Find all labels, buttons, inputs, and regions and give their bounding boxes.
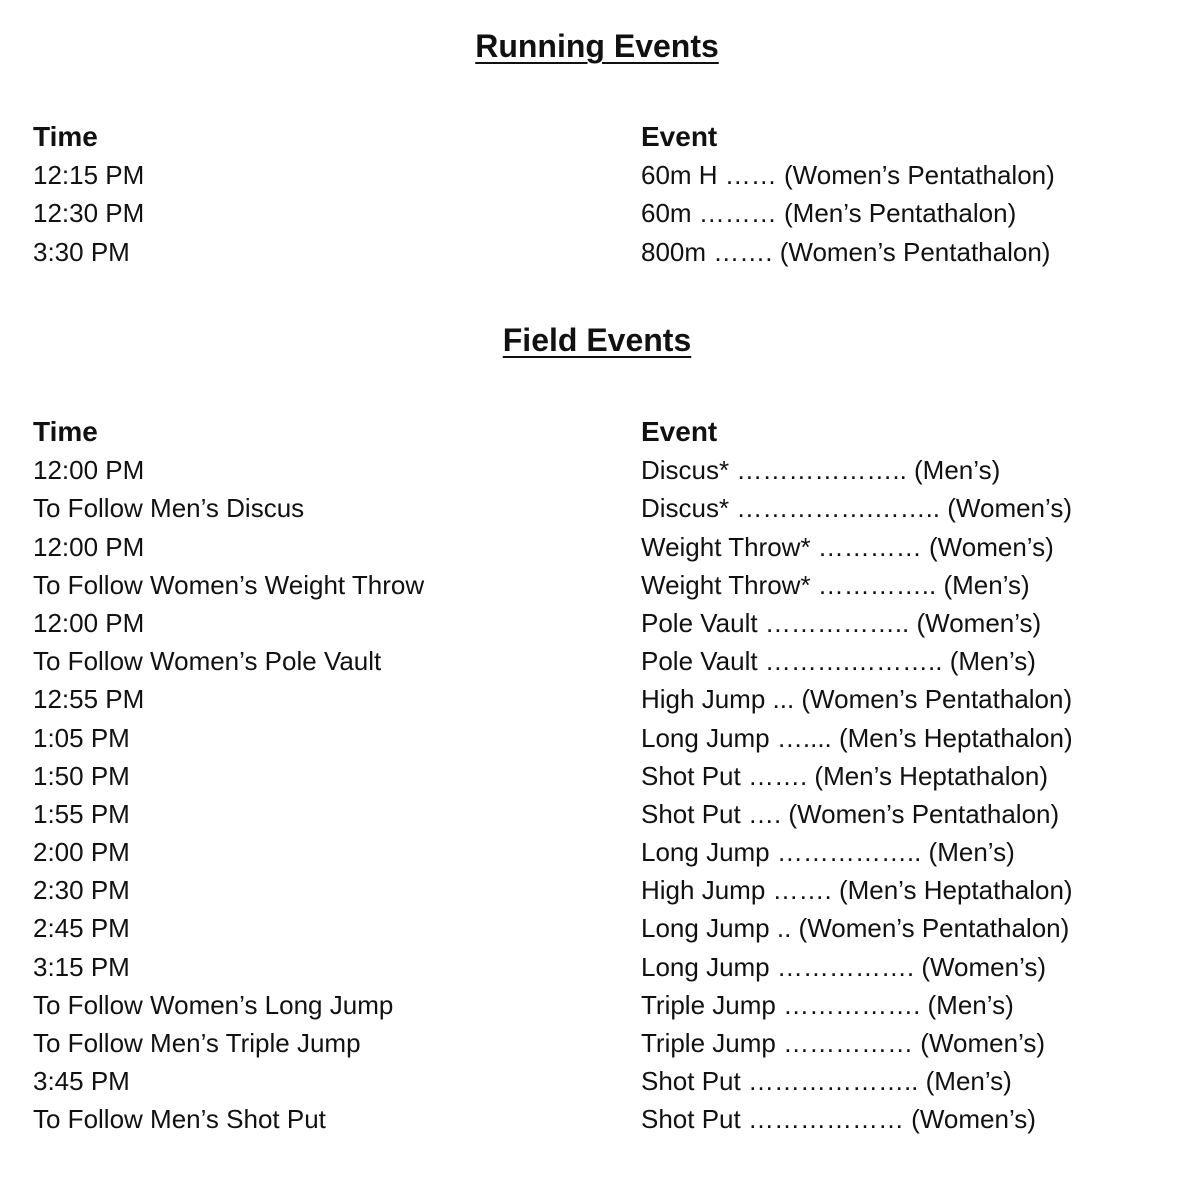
field-row [0,871,1194,909]
field-time: 2:45 PM [33,913,130,944]
field-event: Long Jump ……………. (Women’s) [641,951,1047,982]
field-time: 3:15 PM [33,951,130,982]
running-event-header: Event [641,121,718,152]
field-event: Triple Jump …………… (Women’s) [641,1028,1046,1058]
field-event: Shot Put ……………….. (Men’s) [641,1066,1012,1097]
field-time: 1:05 PM [33,722,130,753]
field-event: Long Jump .. (Women’s Pentathalon) [641,913,1070,944]
field-event-header: Event [641,416,718,447]
field-event: Pole Vault …………….. (Women’s) [641,607,1042,638]
field-time: 12:00 PM [33,531,145,562]
field-row [0,528,1194,566]
field-event: Discus* ……………….. (Men’s) [641,455,1001,486]
field-row [0,1062,1194,1100]
field-row [0,986,1194,1024]
field-time: 2:00 PM [33,837,130,868]
field-event: Pole Vault ……….……….. (Men’s) [641,646,1036,677]
field-event: Long Jump ….... (Men’s Heptathalon) [641,722,1073,753]
field-event: High Jump ... (Women’s Pentathalon) [641,684,1073,715]
field-row [0,909,1194,947]
running-events-table [0,118,1194,271]
field-row [0,566,1194,604]
field-row [0,604,1194,642]
field-time: 1:55 PM [33,798,130,829]
field-event: Long Jump …………….. (Men’s) [641,837,1015,868]
running-row [0,156,1194,194]
field-row [0,833,1194,871]
field-event: Triple Jump ……………. (Men’s) [641,989,1014,1020]
field-time-header: Time [33,416,98,447]
field-time: To Follow Women’s Weight Throw [33,569,425,600]
running-time: 3:30 PM [33,236,130,267]
field-row [0,795,1194,833]
running-event: 60m ……… (Men’s Pentathalon) [641,198,1017,229]
field-event: Shot Put ……………… (Women’s) [641,1104,1036,1135]
field-row [0,719,1194,757]
field-row [0,489,1194,527]
running-event: 60m H …… (Women’s Pentathalon) [641,160,1055,191]
field-row [0,757,1194,795]
field-time: 12:55 PM [33,684,145,715]
field-event: Weight Throw* ………….. (Men’s) [641,569,1030,600]
field-header-row [0,413,1194,451]
field-row [0,451,1194,489]
field-time: 12:00 PM [33,607,145,638]
field-time: To Follow Women’s Pole Vault [33,646,382,677]
field-event: Shot Put …. (Women’s Pentathalon) [641,798,1060,829]
field-time: To Follow Men’s Discus [33,493,305,524]
running-event: 800m ……. (Women’s Pentathalon) [641,236,1051,267]
running-row [0,194,1194,232]
running-header-row [0,118,1194,156]
field-event: Weight Throw* ………… (Women’s) [641,531,1054,562]
field-time: To Follow Men’s Shot Put [33,1104,326,1135]
running-time-header: Time [33,121,98,152]
field-event: Shot Put ……. (Men’s Heptathalon) [641,760,1049,791]
field-time: 3:45 PM [33,1066,130,1097]
field-row [0,680,1194,718]
field-row [0,1024,1194,1062]
field-event: High Jump ……. (Men’s Heptathalon) [641,875,1073,906]
field-time: 2:30 PM [33,875,130,906]
field-time: 1:50 PM [33,760,130,791]
running-time: 12:30 PM [33,198,145,229]
field-time: To Follow Women’s Long Jump [33,989,394,1020]
field-time: 12:00 PM [33,455,145,486]
field-time: To Follow Men’s Triple Jump [33,1028,361,1058]
running-row [0,233,1194,271]
field-events-title: Field Events [502,322,692,358]
field-row [0,948,1194,986]
field-row [0,1100,1194,1138]
field-events-table [0,413,1194,1139]
running-time: 12:15 PM [33,160,145,191]
running-events-title: Running Events [475,28,719,64]
field-event: Discus* …………….…….. (Women’s) [641,493,1072,524]
field-row [0,642,1194,680]
